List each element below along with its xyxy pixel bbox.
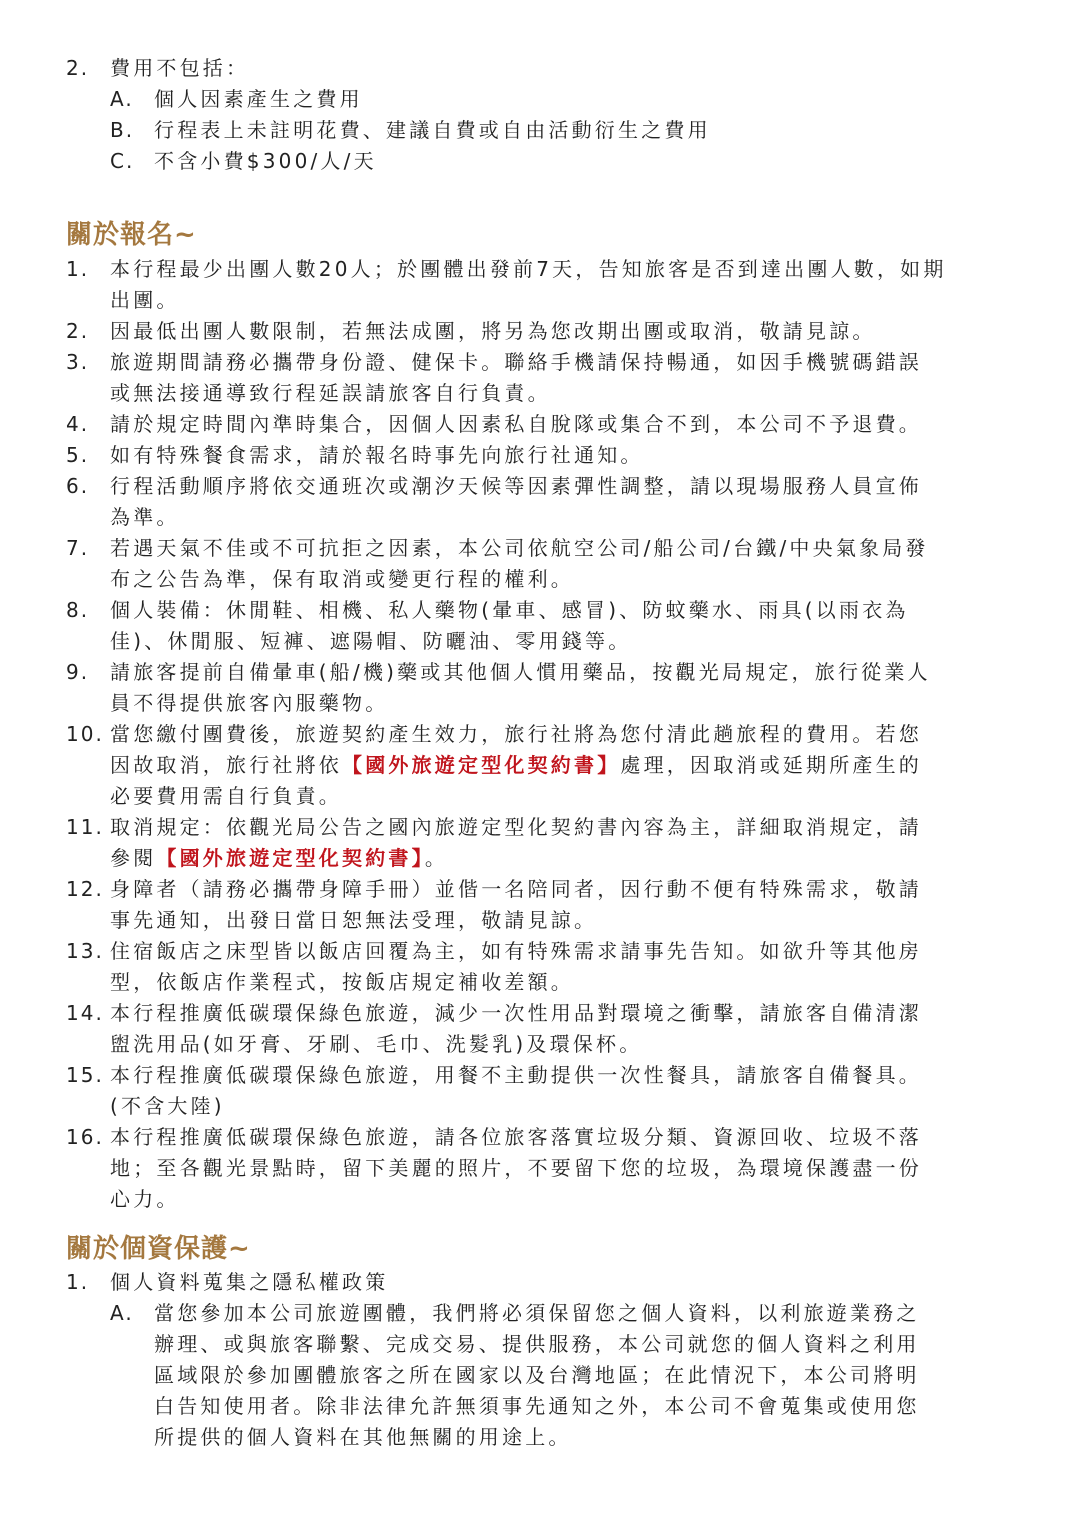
sub-list-item [0, 115, 1000, 146]
item-text: 請旅客提前自備暈車(船/機)藥或其他個人慣用藥品，按觀光局規定，旅行從業人 員不得提供旅客內服藥物。 [110, 660, 931, 715]
item-text-pre: 取消規定：依觀光局公告之國內旅遊定型化契約書內容為主，詳細取消規定，請 參閱 [110, 815, 922, 870]
item-number: 7. [66, 536, 90, 560]
item-text: 因最低出團人數限制，若無法成團，將另為您改期出團或取消，敬請見諒。 [110, 319, 876, 343]
item-text: 不含小費$300/人/天 [154, 149, 377, 173]
item-text [110, 812, 1008, 874]
list-item [0, 316, 1016, 347]
item-letter: B. [110, 118, 135, 142]
list-item [0, 533, 1016, 595]
list-item [0, 254, 1016, 316]
item-text-post: 。 [424, 846, 449, 870]
item-text: 個人因素產生之費用 [154, 87, 363, 111]
item-number: 11. [66, 815, 104, 839]
sub-list-item [0, 1298, 1000, 1453]
fees-excluded-section [0, 53, 1076, 177]
item-letter: A. [110, 87, 134, 111]
list-item [0, 595, 1016, 657]
item-text-post: 處理，因取消或延期所產生的 必要費用需自行負責。 [110, 753, 923, 808]
item-text: 個人資料蒐集之隱私權政策 [110, 1270, 389, 1294]
item-number: 2. [66, 56, 90, 80]
item-number: 1. [66, 1270, 90, 1294]
item-text: 旅遊期間請務必攜帶身份證、健保卡。聯絡手機請保持暢通，如因手機號碼錯誤 或無法接通導致行程延誤請旅客自行負責。 [110, 350, 922, 405]
item-text: 請於規定時間內準時集合，因個人因素私自脫隊或集合不到，本公司不予退費。 [110, 412, 922, 436]
item-number: 14. [66, 1001, 104, 1025]
item-text: 如有特殊餐食需求，請於報名時事先向旅行社通知。 [110, 443, 644, 467]
registration-list [0, 254, 1076, 1215]
item-text: 本行程推廣低碳環保綠色旅遊，用餐不主動提供一次性餐具，請旅客自備餐具。 (不含大陸) [110, 1063, 922, 1118]
item-text-pre: 當您繳付團費後，旅遊契約產生效力，旅行社將為您付清此趟旅程的費用。若您 因故取消，旅行社將依 [110, 722, 922, 777]
list-item [0, 1267, 1016, 1298]
item-number: 6. [66, 474, 90, 498]
list-item [0, 719, 1016, 812]
privacy-list [0, 1267, 1076, 1453]
registration-heading: 關於報名~ [66, 220, 197, 250]
contract-highlight: 【國外旅遊定型化契約書】 [156, 846, 425, 870]
item-number: 9. [66, 660, 90, 684]
list-item [0, 471, 1016, 533]
item-number: 15. [66, 1063, 104, 1087]
sub-list-item [0, 84, 1000, 115]
item-number: 16. [66, 1125, 104, 1149]
list-item [0, 347, 1016, 409]
item-number: 1. [66, 257, 90, 281]
item-number: 5. [66, 443, 90, 467]
list-item [0, 998, 1016, 1060]
item-text: 行程活動順序將依交通班次或潮汐天候等因素彈性調整，請以現場服務人員宣佈 為準。 [110, 474, 922, 529]
item-number: 2. [66, 319, 90, 343]
item-number: 10. [66, 722, 104, 746]
list-item [0, 936, 1016, 998]
item-number: 8. [66, 598, 90, 622]
item-text: 本行程推廣低碳環保綠色旅遊，請各位旅客落實垃圾分類、資源回收、垃圾不落 地；至各觀光景點時，留下美麗的照片，不要留下您的垃圾，為環境保護盡一份 心力。 [110, 1125, 922, 1211]
privacy-heading: 關於個資保護~ [66, 1234, 251, 1264]
list-item [0, 409, 1016, 440]
item-letter: C. [110, 149, 135, 173]
list-item [0, 1060, 1016, 1122]
list-item [0, 440, 1016, 471]
item-letter: A. [110, 1301, 134, 1325]
contract-highlight: 【國外旅遊定型化契約書】 [342, 753, 621, 777]
list-item [0, 657, 1016, 719]
item-text: 本行程推廣低碳環保綠色旅遊，減少一次性用品對環境之衝擊，請旅客自備清潔 盥洗用品(如牙膏、牙刷、毛巾、洗髮乳)及環保杯。 [110, 1001, 922, 1056]
list-item [0, 874, 1016, 936]
item-text: 費用不包括： [110, 56, 250, 80]
item-number: 13. [66, 939, 104, 963]
item-text: 身障者（請務必攜帶身障手冊）並偕一名陪同者，因行動不便有特殊需求，敬請 事先通知，出發日當日恕無法受理，敬請見諒。 [110, 877, 922, 932]
item-number: 12. [66, 877, 104, 901]
item-text: 住宿飯店之床型皆以飯店回覆為主，如有特殊需求請事先告知。如欲升等其他房 型，依飯店作業程式，按飯店規定補收差額。 [110, 939, 922, 994]
list-item [0, 1122, 1016, 1215]
item-text [110, 719, 1008, 812]
item-number: 4. [66, 412, 90, 436]
sub-list-item [0, 146, 1000, 177]
item-text: 個人裝備：休閒鞋、相機、私人藥物(暈車、感冒)、防蚊藥水、雨具(以雨衣為 佳)、休閒服、短褲、遮陽帽、防曬油、零用錢等。 [110, 598, 909, 653]
item-text: 當您參加本公司旅遊團體，我們將必須保留您之個人資料，以利旅遊業務之 辦理、或與旅客聯繫、完成交易、提供服務，本公司就您的個人資料之利用 區域限於參加團體旅客之所在國家以及台灣地區；在此情況下，本公司將明 白告知使用者。除非法律允許無須事先通知之外，本公司不會蒐集或使用您 所提供的個人資料在其他無關的用途上。 [154, 1301, 920, 1449]
item-text: 本行程最少出團人數20人；於團體出發前7天，告知旅客是否到達出團人數，如期 出團。 [110, 257, 947, 312]
item-number: 3. [66, 350, 90, 374]
list-item [0, 812, 1016, 874]
item-text: 若遇天氣不佳或不可抗拒之因素，本公司依航空公司/船公司/台鐵/中央氣象局發 布之公告為準，保有取消或變更行程的權利。 [110, 536, 929, 591]
item-text: 行程表上未註明花費、建議自費或自由活動衍生之費用 [154, 118, 711, 142]
list-item [0, 53, 1016, 84]
